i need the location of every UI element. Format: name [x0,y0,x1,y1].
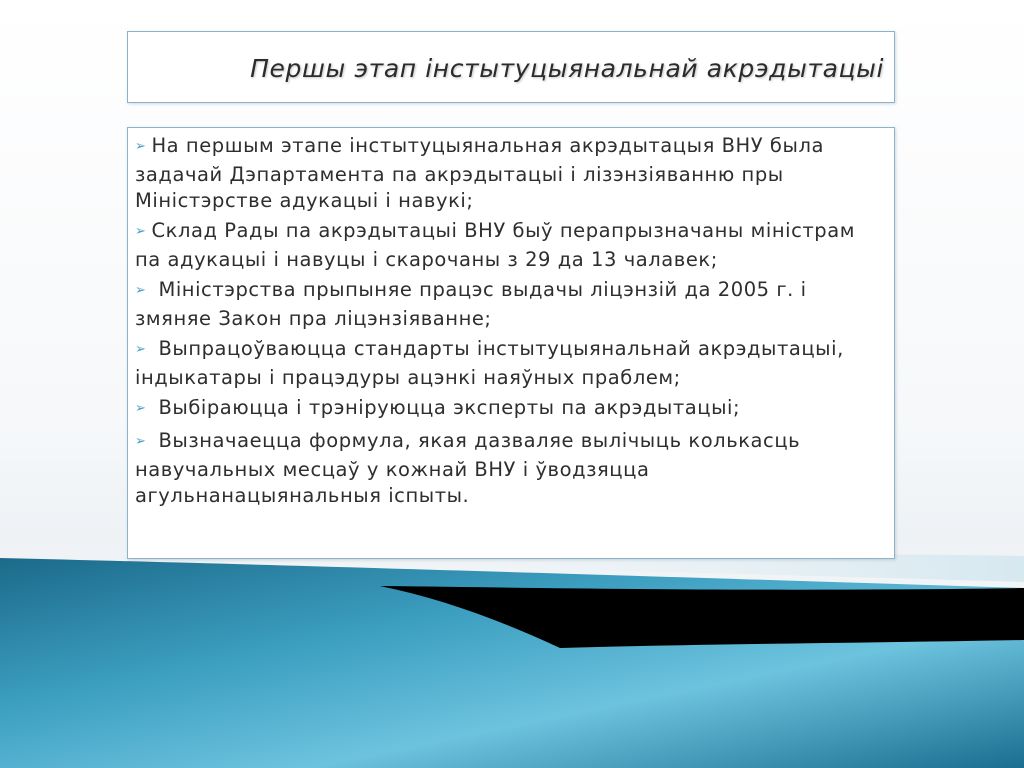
content-frame [127,127,895,559]
bullet-text: Вызначаецца формула, якая дазваляе вылічыць колькасць навучальных месцаў у кожнай ВНУ і ўводзяцца агульнанацыянальныя іспыты. [135,429,801,507]
chevron-right-icon: ➢ [135,401,147,416]
chevron-right-icon: ➢ [135,139,147,154]
list-item [135,218,886,273]
list-item [135,336,886,391]
list-item [135,277,886,332]
chevron-right-icon: ➢ [135,224,147,239]
chevron-right-icon: ➢ [135,283,147,298]
slide-title-frame [127,31,895,103]
bullet-text: Міністэрства прыпыняе працэс выдачы ліцэнзій да 2005 г. і змяняе Закон пра ліцэнзіяванне; [135,278,807,330]
chevron-right-icon: ➢ [135,434,147,449]
bullet-text: Выбіраюцца і трэніруюцца эксперты па акрэдытацыі; [158,396,741,419]
list-item [135,395,886,424]
bottom-wave-decoration [0,548,1024,768]
bullet-text: На першым этапе інстытуцыянальная акрэдытацыя ВНУ была задачай Дэпартамента па акрэдытацыі і лізэнзіяванню пры Міністэрстве адукацыі і навукі; [135,134,824,212]
bullet-text: Выпрацоўваюцца стандарты інстытуцыянальнай акрэдытацыі, індыкатары і працэдуры ацэнкі наяўных праблем; [135,337,844,389]
bullet-text: Склад Рады па акрэдытацыі ВНУ быў перапрызначаны міністрам па адукацыі і навуцы і скарочаны з 29 да 13 чалавек; [135,219,855,271]
chevron-right-icon: ➢ [135,342,147,357]
list-item [135,133,886,214]
bullet-list [135,133,886,509]
slide-title: Першы этап інстытуцыянальнай акрэдытацыі [250,54,884,83]
list-item [135,428,886,509]
